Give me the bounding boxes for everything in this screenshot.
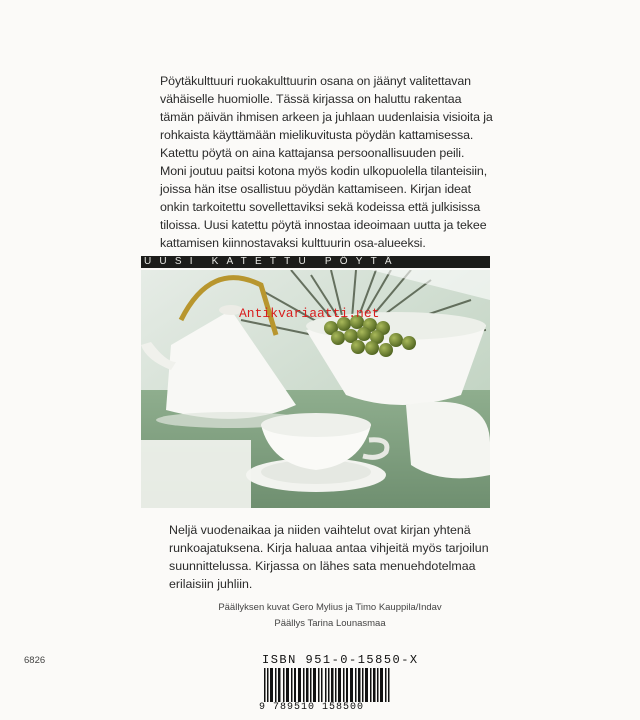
photo-credit-line: Päällyksen kuvat Gero Mylius ja Timo Kauppila/Indav [218,602,442,613]
cover-photo-tableware [141,270,490,508]
description-line: kattamisen kiinnostavaksi kulttuurin osa-alueeksi. [160,236,426,250]
summary-line: Neljä vuodenaikaa ja niiden vaihtelut ovat kirjan yhtenä [169,523,471,537]
barcode-number: 9 789510 158500 [259,702,395,713]
watermark-text: Antikvariaatti.net [239,306,380,321]
summary-line: erilaisiin juhliin. [169,577,253,591]
description-line: Pöytäkulttuuri ruokakulttuurin osana on jäänyt valitettavan [160,74,471,88]
summary-line: runkoajatuksena. Kirja haluaa antaa vihjeitä myös tarjoilun [169,541,489,555]
description-line: Moni joutuu paitsi kotona myös kodin ulkopuolella tilanteisiin, [160,164,488,178]
description-line: rohkaista käyttämään mielikuvitusta pöydän kattamisessa. [160,128,474,142]
description-line: tiloissa. Uusi katettu pöytä innostaa ideoimaan uutta ja tekee [160,218,487,232]
cover-design-credit-line: Päällys Tarina Lounasmaa [274,618,386,629]
back-cover-summary [169,521,489,593]
book-title-banner: UUSI KATETTU PÖYTÄ [141,256,490,268]
description-line: vähäiselle huomiolle. Tässä kirjassa on haluttu rakentaa [160,92,462,106]
back-cover-description [160,72,493,252]
description-line: onkin tarkoitettu sovellettaviksi sekä kodeissa että julkisissa [160,200,481,214]
isbn-label: ISBN 951-0-15850-X [262,653,419,667]
photo-credits [210,600,450,632]
summary-line: suunnittelussa. Kirjassa on lähes sata menuehdotelmaa [169,559,476,573]
description-line: tämän päivän ihmisen arkeen ja juhlaan uudenlaisia visioita ja [160,110,493,124]
product-code: 6826 [24,655,46,666]
tableware-illustration [141,270,490,508]
description-line: joissa hän itse osallistuu pöydän kattamiseen. Kirjan ideat [160,182,471,196]
description-line: Katettu pöytä on aina kattajansa persoonallisuuden peili. [160,146,465,160]
